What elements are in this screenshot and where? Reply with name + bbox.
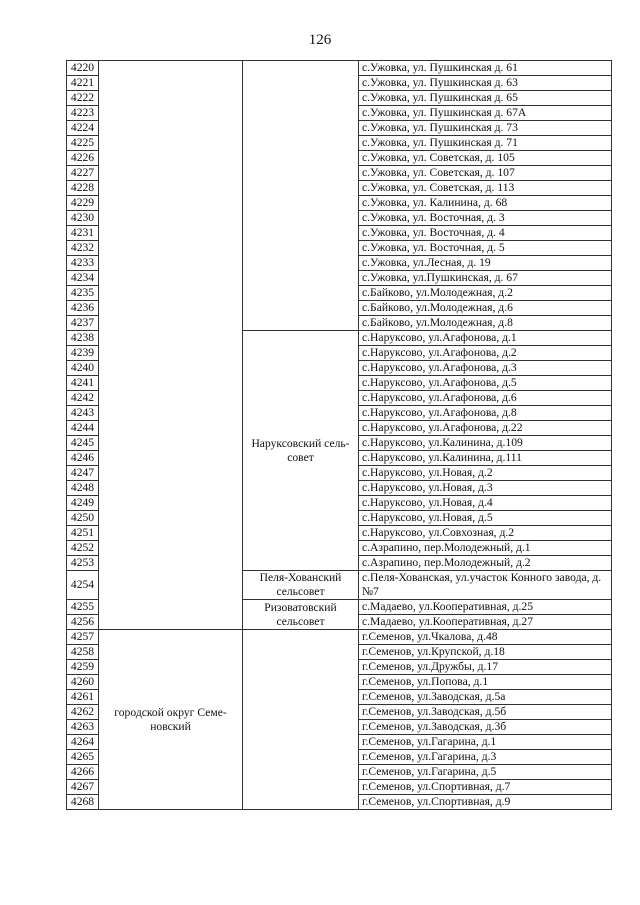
row-number: 4265 — [67, 750, 99, 765]
row-number: 4241 — [67, 376, 99, 391]
row-number: 4235 — [67, 286, 99, 301]
settlement-cell: Наруксовский сель-совет — [243, 331, 359, 571]
row-number: 4251 — [67, 526, 99, 541]
table-row — [67, 630, 612, 645]
row-number: 4260 — [67, 675, 99, 690]
address-cell: с.Байково, ул.Молодежная, д.8 — [359, 316, 612, 331]
address-cell: г.Семенов, ул.Гагарина, д.3 — [359, 750, 612, 765]
row-number: 4243 — [67, 406, 99, 421]
address-cell: г.Семенов, ул.Гагарина, д.1 — [359, 735, 612, 750]
row-number: 4242 — [67, 391, 99, 406]
row-number: 4226 — [67, 151, 99, 166]
address-cell: г.Семенов, ул.Спортивная, д.9 — [359, 795, 612, 810]
address-cell: с.Ужовка, ул. Пушкинская д. 61 — [359, 61, 612, 76]
address-cell: с.Байково, ул.Молодежная, д.6 — [359, 301, 612, 316]
address-cell: с.Ужовка, ул. Калинина, д. 68 — [359, 196, 612, 211]
address-cell: г.Семенов, ул.Заводская, д.3б — [359, 720, 612, 735]
address-cell: с.Ужовка, ул. Восточная, д. 3 — [359, 211, 612, 226]
row-number: 4250 — [67, 511, 99, 526]
address-cell: с.Наруксово, ул.Калинина, д.111 — [359, 451, 612, 466]
district-cell — [99, 61, 243, 630]
address-cell: с.Ужовка, ул. Пушкинская д. 65 — [359, 91, 612, 106]
row-number: 4262 — [67, 705, 99, 720]
page-number: 126 — [308, 32, 332, 48]
address-cell: с.Ужовка, ул. Пушкинская д. 73 — [359, 121, 612, 136]
address-cell: с.Наруксово, ул.Новая, д.2 — [359, 466, 612, 481]
row-number: 4227 — [67, 166, 99, 181]
row-number: 4232 — [67, 241, 99, 256]
address-cell: г.Семенов, ул.Гагарина, д.5 — [359, 765, 612, 780]
address-cell: с.Азрапино, пер.Молодежный, д.1 — [359, 541, 612, 556]
row-number: 4248 — [67, 481, 99, 496]
row-number: 4234 — [67, 271, 99, 286]
address-cell: с.Наруксово, ул.Агафонова, д.2 — [359, 346, 612, 361]
address-cell: с.Наруксово, ул.Новая, д.4 — [359, 496, 612, 511]
address-cell: с.Ужовка, ул. Пушкинская д. 63 — [359, 76, 612, 91]
address-cell: с.Ужовка, ул.Пушкинская, д. 67 — [359, 271, 612, 286]
row-number: 4254 — [67, 571, 99, 600]
row-number: 4257 — [67, 630, 99, 645]
row-number: 4247 — [67, 466, 99, 481]
row-number: 4225 — [67, 136, 99, 151]
row-number: 4238 — [67, 331, 99, 346]
row-number: 4249 — [67, 496, 99, 511]
row-number: 4224 — [67, 121, 99, 136]
row-number: 4220 — [67, 61, 99, 76]
row-number: 4268 — [67, 795, 99, 810]
address-cell: с.Пеля-Хованская, ул.участок Конного завода, д. №7 — [359, 571, 612, 600]
settlement-cell — [243, 61, 359, 331]
address-cell: с.Ужовка, ул. Советская, д. 105 — [359, 151, 612, 166]
row-number: 4253 — [67, 556, 99, 571]
address-cell: с.Ужовка, ул. Восточная, д. 5 — [359, 241, 612, 256]
address-cell: с.Ужовка, ул. Пушкинская д. 67А — [359, 106, 612, 121]
row-number: 4240 — [67, 361, 99, 376]
address-cell: с.Наруксово, ул.Агафонова, д.1 — [359, 331, 612, 346]
settlement-cell: Пеля-Хованский сельсовет — [243, 571, 359, 600]
address-cell: с.Азрапино, пер.Молодежный, д.2 — [359, 556, 612, 571]
row-number: 4233 — [67, 256, 99, 271]
address-cell: с.Ужовка, ул.Лесная, д. 19 — [359, 256, 612, 271]
address-cell: с.Ужовка, ул. Советская, д. 107 — [359, 166, 612, 181]
address-table-body — [67, 61, 612, 810]
address-cell: с.Наруксово, ул.Калинина, д.109 — [359, 436, 612, 451]
address-cell: г.Семенов, ул.Заводская, д.5б — [359, 705, 612, 720]
row-number: 4231 — [67, 226, 99, 241]
row-number: 4230 — [67, 211, 99, 226]
row-number: 4236 — [67, 301, 99, 316]
table-row — [67, 61, 612, 76]
address-cell: с.Наруксово, ул.Новая, д.3 — [359, 481, 612, 496]
address-cell: с.Наруксово, ул.Совхозная, д.2 — [359, 526, 612, 541]
address-cell: г.Семенов, ул.Крупской, д.18 — [359, 645, 612, 660]
settlement-cell: Ризоватовский сельсовет — [243, 600, 359, 630]
address-cell: с.Наруксово, ул.Агафонова, д.6 — [359, 391, 612, 406]
address-cell: с.Наруксово, ул.Агафонова, д.22 — [359, 421, 612, 436]
address-cell: г.Семенов, ул.Спортивная, д.7 — [359, 780, 612, 795]
row-number: 4266 — [67, 765, 99, 780]
row-number: 4222 — [67, 91, 99, 106]
row-number: 4255 — [67, 600, 99, 615]
row-number: 4237 — [67, 316, 99, 331]
address-cell: с.Байково, ул.Молодежная, д.2 — [359, 286, 612, 301]
address-cell: г.Семенов, ул.Чкалова, д.48 — [359, 630, 612, 645]
address-cell: с.Наруксово, ул.Агафонова, д.5 — [359, 376, 612, 391]
address-cell: с.Ужовка, ул. Пушкинская д. 71 — [359, 136, 612, 151]
address-cell: г.Семенов, ул.Дружбы, д.17 — [359, 660, 612, 675]
district-cell: городской округ Семе-новский — [99, 630, 243, 810]
row-number: 4252 — [67, 541, 99, 556]
row-number: 4264 — [67, 735, 99, 750]
row-number: 4223 — [67, 106, 99, 121]
row-number: 4256 — [67, 615, 99, 630]
address-cell: г.Семенов, ул.Попова, д.1 — [359, 675, 612, 690]
address-cell: с.Мадаево, ул.Кооперативная, д.25 — [359, 600, 612, 615]
row-number: 4228 — [67, 181, 99, 196]
row-number: 4221 — [67, 76, 99, 91]
row-number: 4263 — [67, 720, 99, 735]
address-cell: с.Мадаево, ул.Кооперативная, д.27 — [359, 615, 612, 630]
settlement-cell — [243, 630, 359, 810]
row-number: 4261 — [67, 690, 99, 705]
address-cell: с.Наруксово, ул.Агафонова, д.8 — [359, 406, 612, 421]
address-cell: с.Наруксово, ул.Агафонова, д.3 — [359, 361, 612, 376]
row-number: 4244 — [67, 421, 99, 436]
address-table — [66, 60, 612, 810]
address-cell: г.Семенов, ул.Заводская, д.5а — [359, 690, 612, 705]
row-number: 4245 — [67, 436, 99, 451]
row-number: 4246 — [67, 451, 99, 466]
row-number: 4258 — [67, 645, 99, 660]
address-cell: с.Ужовка, ул. Советская, д. 113 — [359, 181, 612, 196]
row-number: 4259 — [67, 660, 99, 675]
row-number: 4229 — [67, 196, 99, 211]
address-cell: с.Наруксово, ул.Новая, д.5 — [359, 511, 612, 526]
address-cell: с.Ужовка, ул. Восточная, д. 4 — [359, 226, 612, 241]
row-number: 4267 — [67, 780, 99, 795]
row-number: 4239 — [67, 346, 99, 361]
